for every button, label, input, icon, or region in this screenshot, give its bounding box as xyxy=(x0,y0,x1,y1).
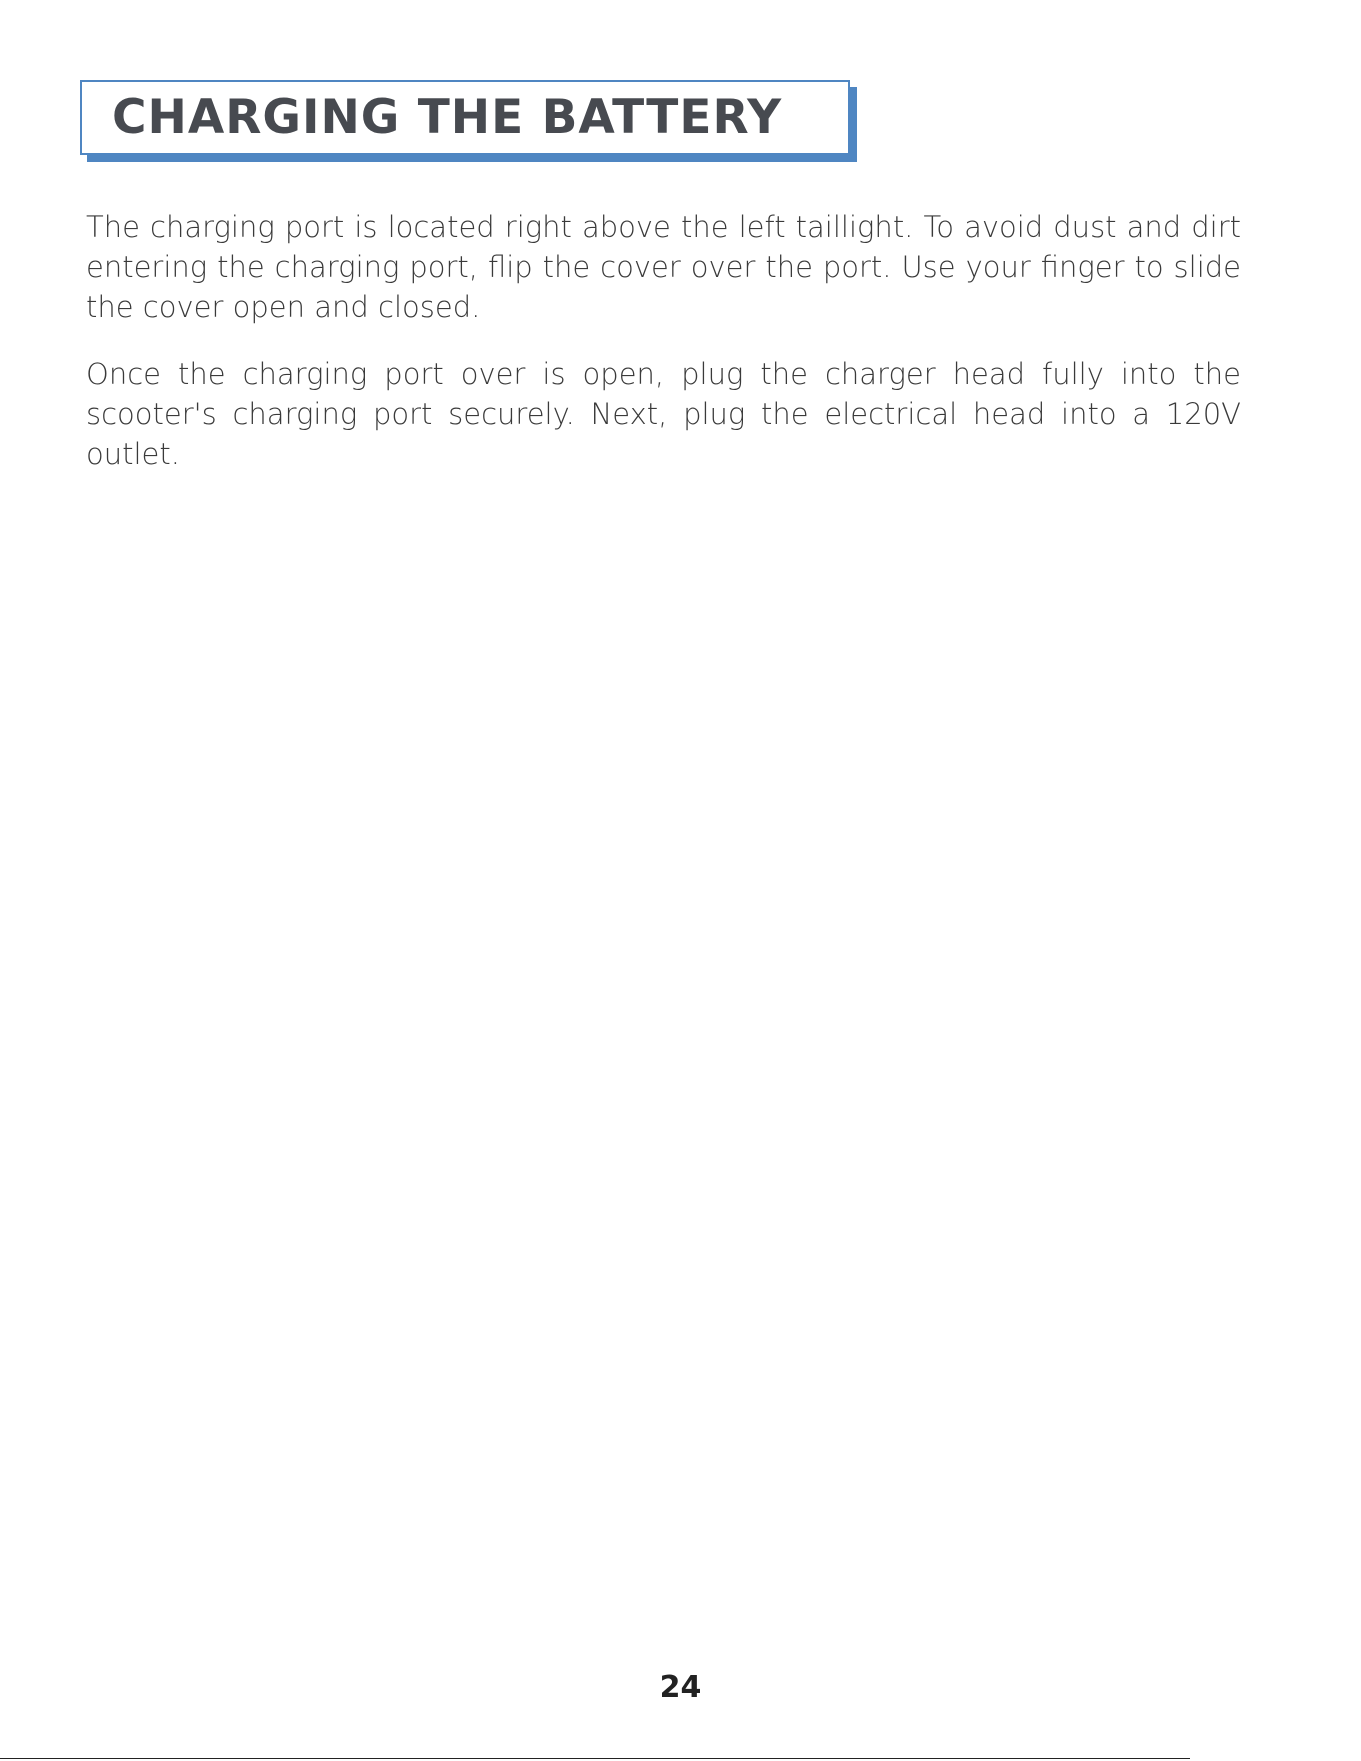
paragraph-plug-charger: Once the charging port over is open, plug the charger head fully into the scooter's charging port securely. Next, plug the electrical head into a 120V outlet. xyxy=(86,357,1241,471)
heading-box xyxy=(80,80,850,155)
page-number: 24 xyxy=(659,1670,702,1705)
page-title: CHARGING THE BATTERY xyxy=(112,90,783,145)
paragraph-charging-port: The charging port is located right above the left taillight. To avoid dust and dirt entering the charging port, flip the cover over the port. Use your finger to slide the cover open and closed. xyxy=(86,210,1241,324)
section-heading xyxy=(80,80,850,155)
bottom-divider xyxy=(0,1758,1190,1759)
